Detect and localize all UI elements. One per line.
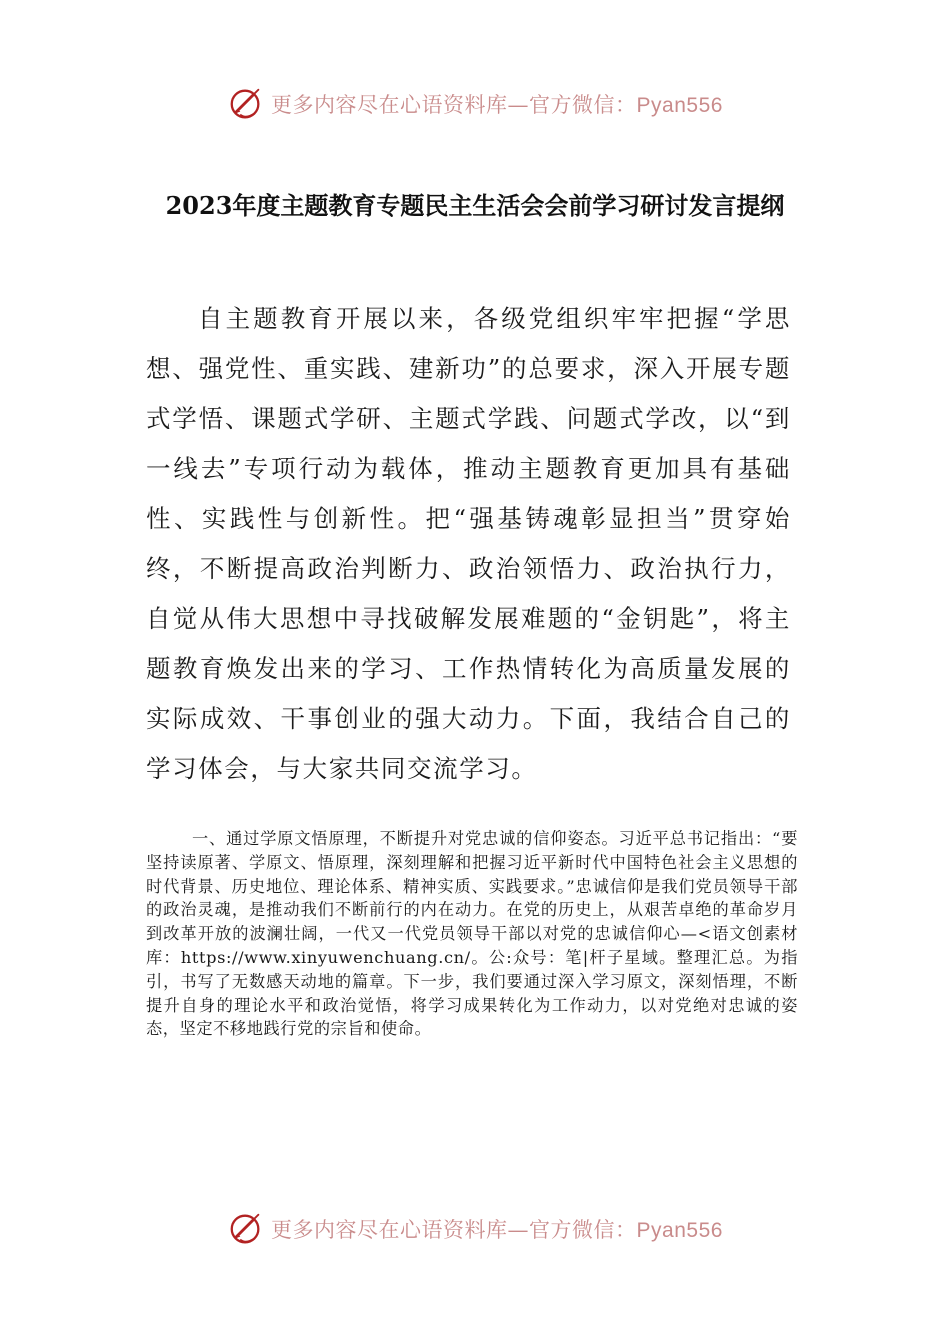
intro-paragraph: 自主题教育开展以来，各级党组织牢牢把握“学思想、强党性、重实践、建新功”的总要求，深入开展专题式学悟、课题式学研、主题式学践、问题式学改，以“到一线去”专项行动为载体，推动主题教育更加具有基础性、实践性与创新性。把“强基铸魂彰显担当”贯穿始终，不断提高政治判断力、政治领悟力、政治执行力，自觉从伟大思想中寻找破解发展难题的“金钥匙”，将主题教育焕发出来的学习、工作热情转化为高质量发展的实际成效、干事创业的强大动力。下面，我结合自己的学习体会，与大家共同交流学习。 — [146, 304, 791, 783]
pen-circle-logo-icon — [227, 1210, 265, 1248]
pen-circle-logo-icon — [227, 85, 265, 123]
header-wechat-id: Pyan556 — [636, 94, 723, 117]
footer-banner-text — [271, 1214, 723, 1244]
header-banner — [0, 80, 950, 128]
footer-banner-cn: 更多内容尽在心语资料库—官方微信： — [271, 1218, 637, 1242]
header-banner-cn: 更多内容尽在心语资料库—官方微信： — [271, 93, 637, 117]
section-one-paragraph: 一、通过学原文悟原理，不断提升对党忠诚的信仰姿态。习近平总书记指出：“要坚持读原著、学原文、悟原理，深刻理解和把握习近平新时代中国特色社会主义思想的时代背景、历史地位、理论体系、精神实质、实践要求。”忠诚信仰是我们党员领导干部的政治灵魂，是推动我们不断前行的内在动力。在党的历史上，从艰苦卓绝的革命岁月到改革开放的波澜壮阔，一代又一代党员领导干部以对党的忠诚信仰心—<语文创素材库：https://www.xinyuwenchuang.cn/。公:众号：笔|杆子星域。整理汇总。为指引，书写了无数感天动地的篇章。下一步，我们要通过深入学习原文，深刻悟理，不断提升自身的理论水平和政治觉悟，将学习成果转化为工作动力，以对党绝对忠诚的姿态，坚定不移地践行党的宗旨和使命。 — [146, 829, 798, 1039]
header-banner-text — [271, 89, 723, 119]
document-title: 2023年度主题教育专题民主生活会会前学习研讨发言提纲 — [165, 191, 785, 220]
footer-wechat-id: Pyan556 — [636, 1219, 723, 1242]
footer-banner — [0, 1205, 950, 1253]
